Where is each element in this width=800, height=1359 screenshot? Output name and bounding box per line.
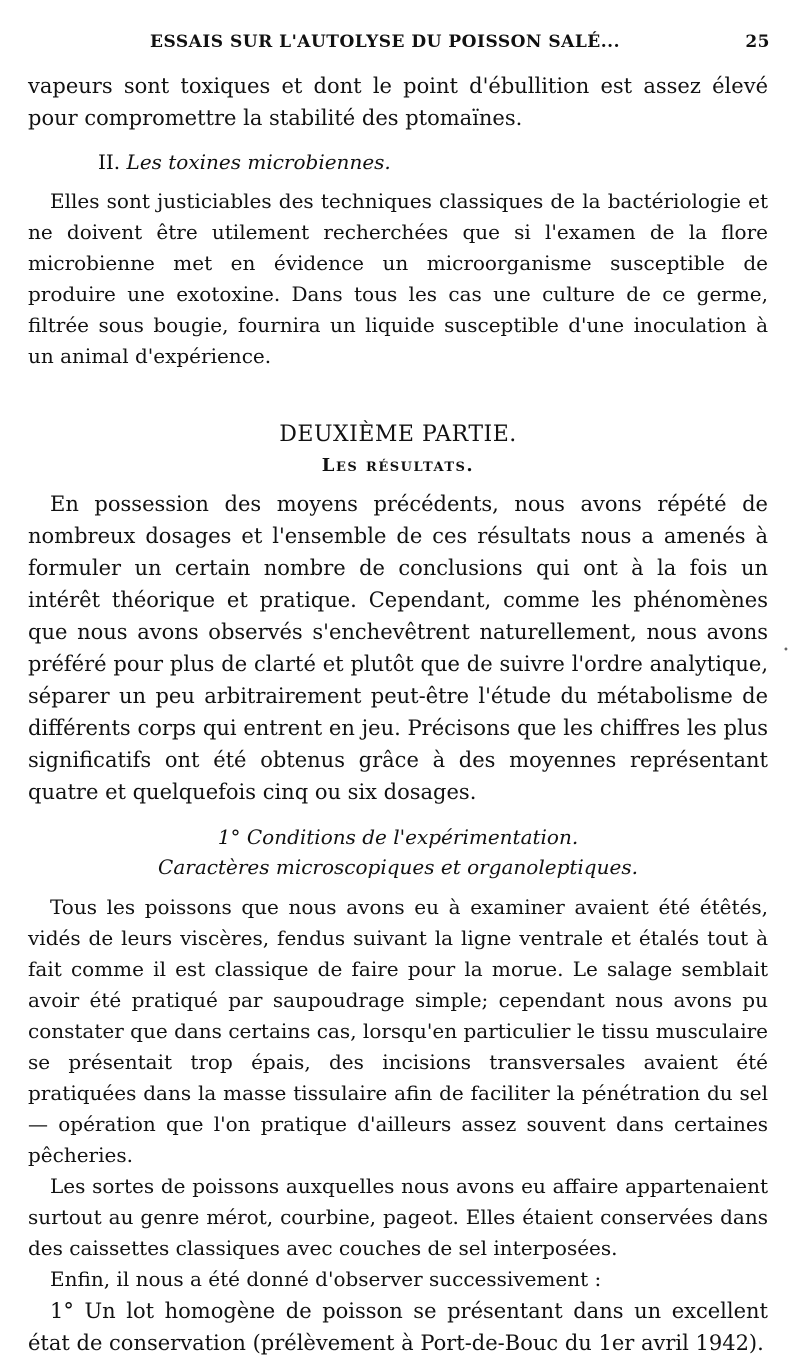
section-title: Les toxines microbiennes. (126, 150, 391, 174)
paragraph-continuation: vapeurs sont toxiques et dont le point d'ébullition est assez élevé pour compromettre la stabilité des ptomaïnes. (28, 74, 768, 130)
paragraph-resultats: En possession des moyens précédents, nous avons répété de nombreux dosages et l'ensemble de ces résultats nous a amenés à formuler un certain nombre de conclusions qui ont à la fois un intérêt théorique et pratique. Cependant, comme les phénomènes que nous avons observés s'enchevêtrent naturellement, nous avons préféré pour plus de clarté et plutôt que de suivre l'ordre analytique, séparer un peu arbitrairement peut-être l'étude du métabolisme de différents corps qui entrent en jeu. Précisons que les chiffres les plus significatifs ont été obtenus grâce à des moyennes représentant quatre et quelquefois cinq ou six dosages. (28, 492, 768, 804)
running-header (150, 32, 770, 52)
part-subtitle: Les résultats. (321, 455, 475, 476)
margin-speck: • (783, 645, 789, 656)
section-heading-toxines (98, 150, 768, 174)
part-title: DEUXIÈME PARTIE. (279, 422, 517, 447)
section-number: II. (98, 150, 121, 174)
subsection-subtitle: Caractères microscopiques et organoleptiques. (158, 855, 638, 879)
paragraph-lot: 1° Un lot homogène de poisson se présentant dans un excellent état de conservation (prélèvement à Port-de-Bouc du 1er avril 1942). (28, 1299, 768, 1355)
page-body (28, 70, 768, 1359)
page-number: 25 (745, 32, 770, 52)
subsection-title: 1° Conditions de l'expérimentation. (217, 825, 579, 849)
paragraph-toxines: Elles sont justiciables des techniques classiques de la bactériologie et ne doivent être utilement recherchées que si l'examen de la flore microbienne met en évidence un microorganisme susceptible de produire une exotoxine. Dans tous les cas une culture de ce germe, filtrée sous bougie, fournira un liquide susceptible d'une inoculation à un animal d'expérience. (28, 189, 768, 368)
subsection-heading (28, 822, 768, 882)
running-title: ESSAIS SUR L'AUTOLYSE DU POISSON SALÉ... (150, 32, 621, 52)
paragraph-sortes: Les sortes de poissons auxquelles nous avons eu affaire appartenaient surtout au genre mérot, courbine, pageot. Elles étaient conservées dans des caissettes classiques avec couches de sel interposées. (28, 1174, 768, 1260)
paragraph-enfin: Enfin, il nous a été donné d'observer successivement : (50, 1267, 602, 1291)
paragraph-poissons: Tous les poissons que nous avons eu à examiner avaient été étêtés, vidés de leurs viscères, fendus suivant la ligne ventrale et étalés tout à fait comme il est classique de faire pour la morue. Le salage semblait avoir été pratiqué par saupoudrage simple; cependant nous avons pu constater que dans certains cas, lorsqu'en particulier le tissu musculaire se présentait trop épais, des incisions transversales avaient été pratiquées dans la masse tissulaire afin de faciliter la pénétration du sel — opération que l'on pratique d'ailleurs assez souvent dans certaines pêcheries. (28, 895, 768, 1167)
